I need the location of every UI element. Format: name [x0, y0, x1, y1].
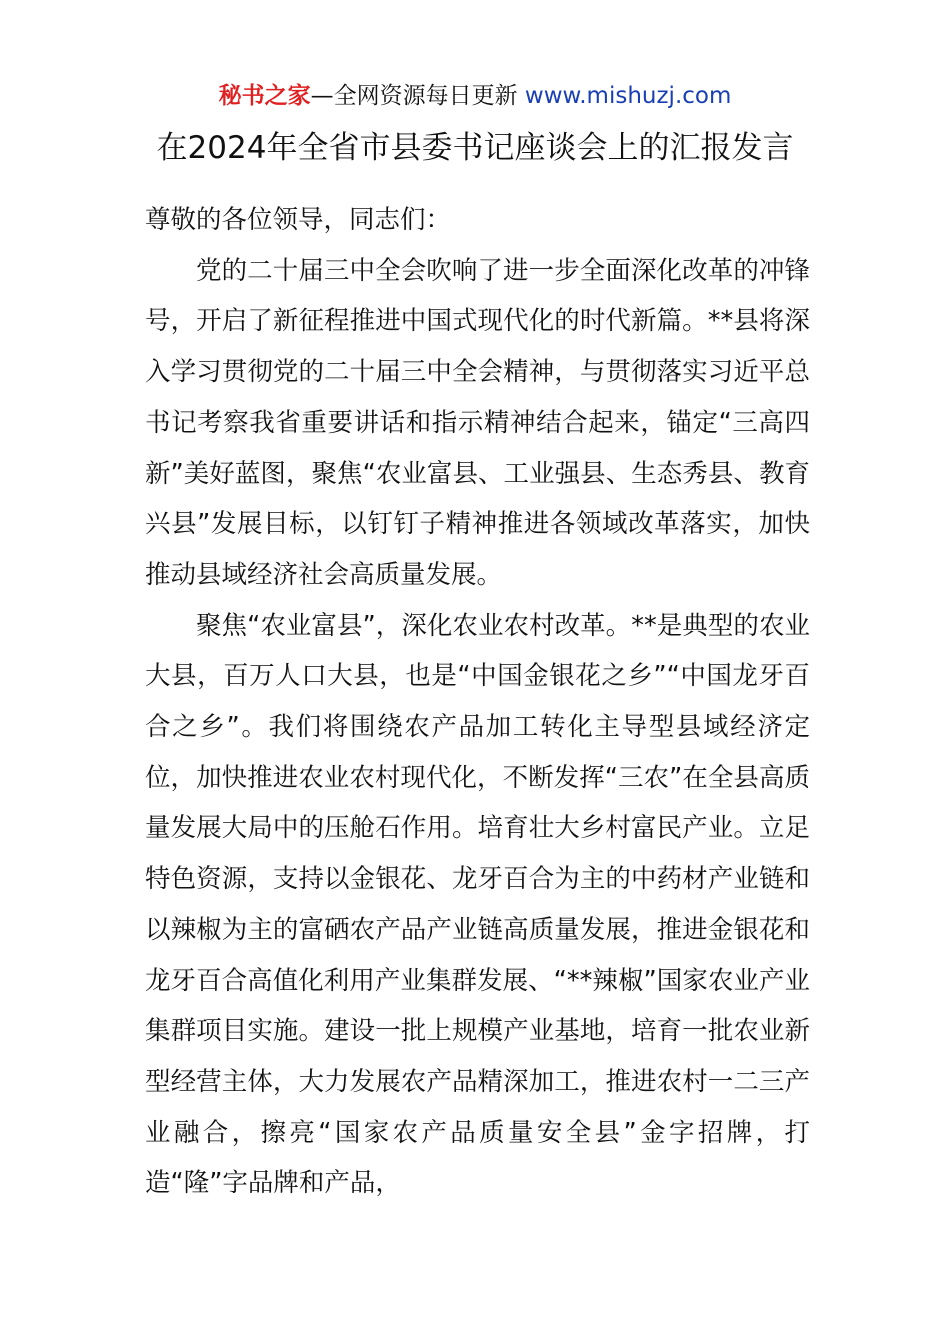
document-body [145, 195, 810, 1209]
site-url-link[interactable]: www.mishuzj.com [524, 83, 732, 109]
paragraph-intro: 党的二十届三中全会吹响了进一步全面深化改革的冲锋号，开启了新征程推进中国式现代化的时代新篇。**县将深入学习贯彻党的二十届三中全会精神，与贯彻落实习近平总书记考察我省重要讲话和指示精神结合起来，锚定“三高四新”美好蓝图，聚焦“农业富县、工业强县、生态秀县、教育兴县”发展目标，以钉钉子精神推进各领域改革落实，加快推动县域经济社会高质量发展。 [145, 255, 810, 590]
header-tagline: —全网资源每日更新 [310, 83, 518, 109]
document-title: 在2024年全省市县委书记座谈会上的汇报发言 [156, 130, 794, 166]
salutation: 尊敬的各位领导，同志们： [145, 205, 452, 235]
site-header [0, 80, 950, 112]
paragraph-agriculture: 聚焦“农业富县”，深化农业农村改革。**是典型的农业大县，百万人口大县，也是“中国金银花之乡”“中国龙牙百合之乡”。我们将围绕农产品加工转化主导型县域经济定位，加快推进农业农村现代化，不断发挥“三农”在全县高质量发展大局中的压舱石作用。培育壮大乡村富民产业。立足特色资源，支持以金银花、龙牙百合为主的中药材产业链和以辣椒为主的富硒农产品产业链高质量发展，推进金银花和龙牙百合高值化利用产业集群发展、“**辣椒”国家农业产业集群项目实施。建设一批上规模产业基地，培育一批农业新型经营主体，大力发展农产品精深加工，推进农村一二三产业融合，擦亮“国家农产品质量安全县”金字招牌，打造“隆”字品牌和产品， [145, 610, 810, 1199]
brand-name: 秘书之家 [218, 83, 311, 109]
